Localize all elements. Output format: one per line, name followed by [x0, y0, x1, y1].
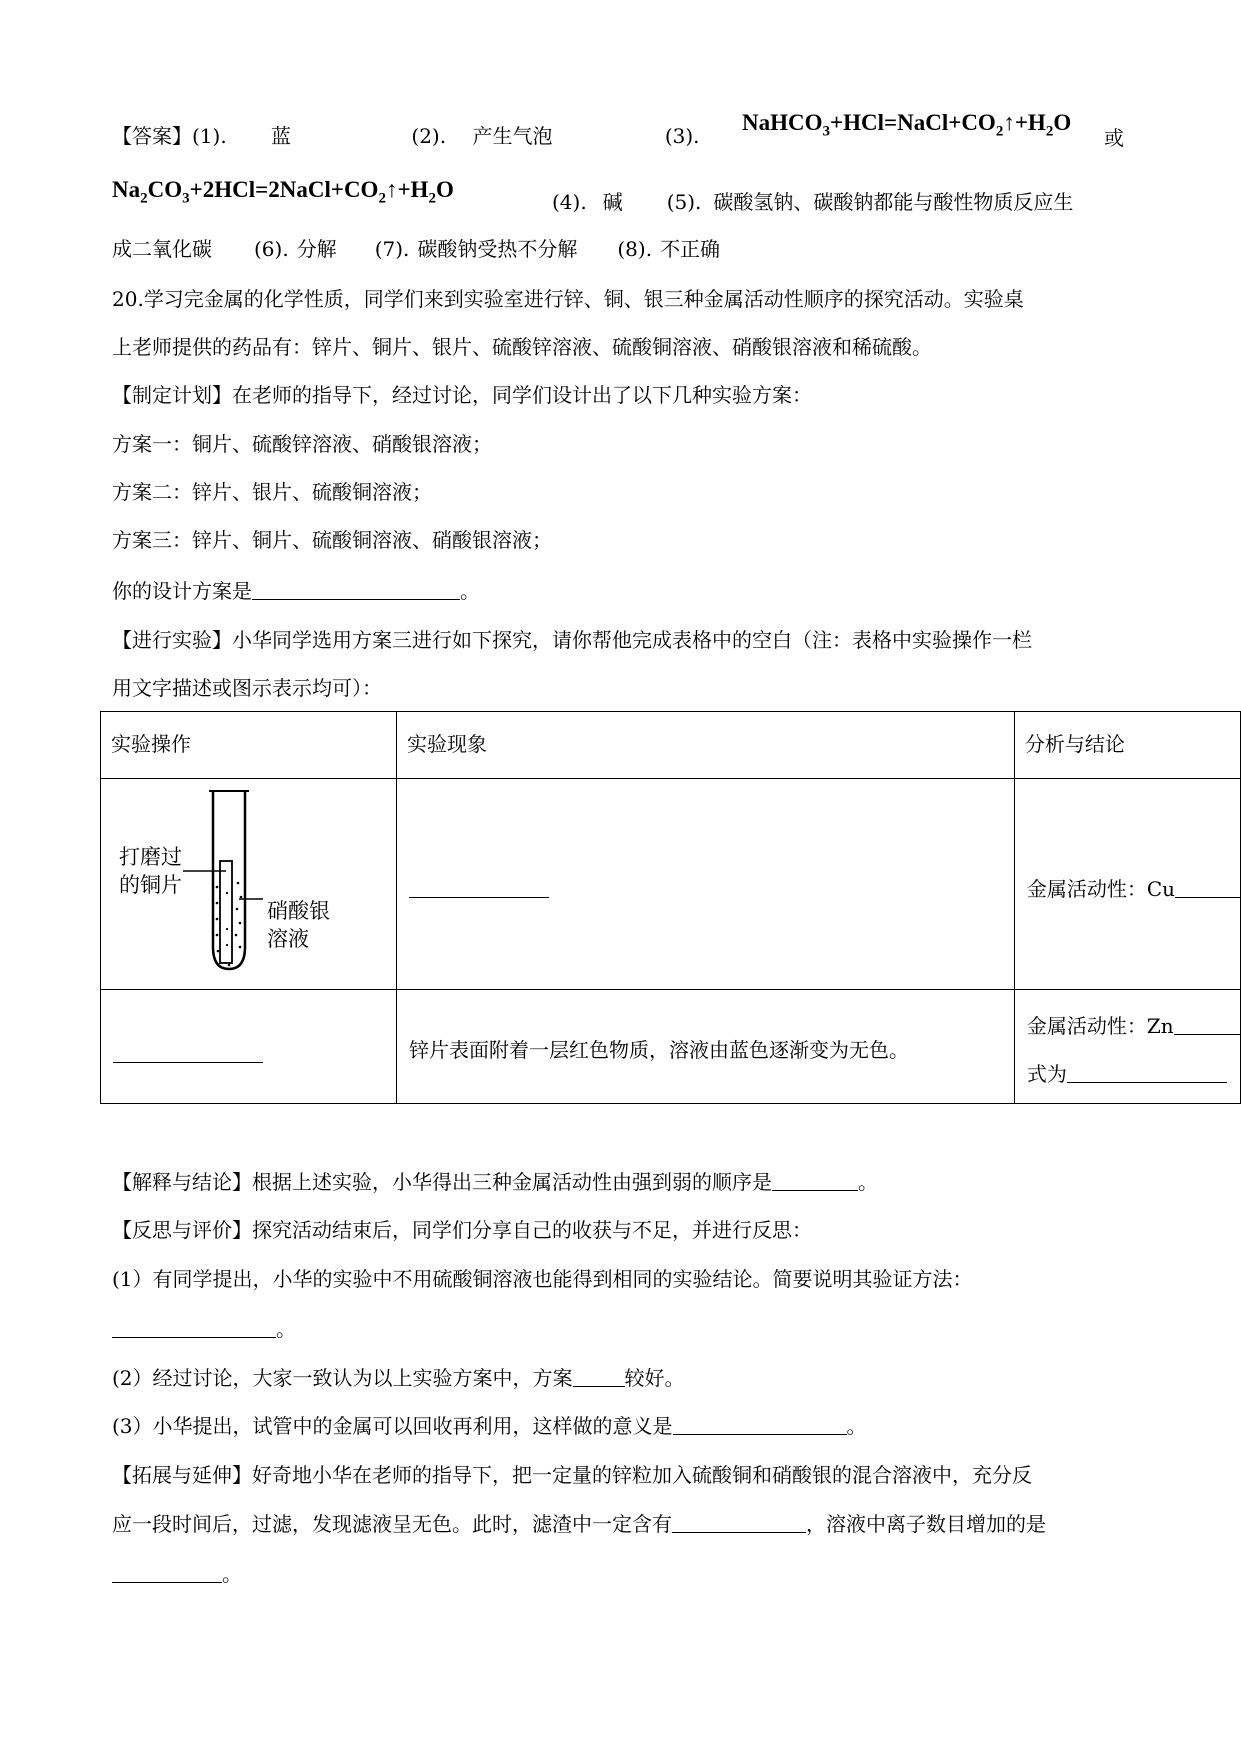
- row2-operation: [101, 990, 397, 1104]
- plan-2: 方案二：锌片、银片、硫酸铜溶液；: [112, 480, 432, 504]
- your-plan-line: 你的设计方案是 。: [112, 579, 480, 603]
- reflect-3: (3）小华提出，试管中的金属可以回收再利用，这样做的意义是 。: [112, 1414, 867, 1438]
- reflect-2-blank[interactable]: [573, 1364, 625, 1387]
- extend-line-3: 。: [112, 1560, 242, 1587]
- row1-phenomenon: [397, 779, 1015, 990]
- solution-label: 硝酸银 溶液: [267, 899, 330, 951]
- reflect-2: (2）经过讨论，大家一致认为以上实验方案中，方案 较好。: [112, 1366, 685, 1390]
- explain-line: 【解释与结论】根据上述实验，小华得出三种金属活动性由强到弱的顺序是 。: [112, 1170, 878, 1194]
- formula-2: $Na_2CO_3+2HCl=2NaCl+CO_2↑+H_2O$: [112, 177, 454, 207]
- reflect-1: (1）有同学提出，小华的实验中不用硫酸铜溶液也能得到相同的实验结论。简要说明其验证方法：: [112, 1267, 973, 1291]
- question-stem-line-2: 上老师提供的药品有：锌片、铜片、银片、硫酸锌溶液、硫酸铜溶液、硝酸银溶液和稀硫酸。: [112, 335, 932, 359]
- row1-conclusion-blank[interactable]: [1175, 875, 1241, 898]
- question-stem-line-1: 20.学习完金属的化学性质，同学们来到实验室进行锌、铜、银三种金属活动性顺序的探究活动。实验桌: [112, 287, 1024, 311]
- plan-1: 方案一：铜片、硫酸锌溶液、硝酸银溶液；: [112, 432, 492, 456]
- answer-line-1: 【答案】(1). 蓝 (2). 产生气泡 (3).: [112, 124, 700, 148]
- experiment-line-2: 用文字描述或图示表示均可）：: [112, 676, 382, 700]
- answer-7: 碳酸钠受热不分解: [417, 237, 578, 261]
- reflect-1-answer: 。: [112, 1315, 296, 1342]
- reflect-3-blank[interactable]: [673, 1412, 847, 1435]
- extend-blank-1[interactable]: [672, 1510, 806, 1533]
- answer-1: 蓝: [271, 124, 292, 148]
- or-text: 或: [1104, 126, 1124, 150]
- extend-line-2: 应一段时间后，过滤，发现滤液呈无色。此时，滤渣中一定含有 ，溶液中离子数目增加的是: [112, 1512, 1046, 1536]
- answer-6: 分解: [296, 237, 337, 261]
- question-number: 20.: [112, 287, 144, 311]
- row2-conclusion: 金属活动性：Zn 式为: [1014, 990, 1240, 1104]
- row1-operation: [101, 779, 397, 990]
- header-phenomenon: 实验现象: [397, 712, 1015, 779]
- extend-blank-2[interactable]: [112, 1560, 222, 1583]
- explain-blank[interactable]: [772, 1168, 858, 1191]
- copper-label: 打磨过 的铜片: [119, 845, 182, 897]
- header-conclusion: 分析与结论: [1014, 712, 1240, 779]
- row2-operation-blank[interactable]: [113, 1040, 263, 1063]
- answer-8: 不正确: [660, 237, 721, 261]
- extend-line-1: 【拓展与延伸】好奇地小华在老师的指导下，把一定量的锌粒加入硫酸铜和硝酸银的混合溶液中，充分反: [112, 1463, 1032, 1487]
- plan-3: 方案三：锌片、铜片、硫酸铜溶液、硝酸银溶液；: [112, 528, 552, 552]
- answer-line-3: 成二氧化碳 (6). 分解 (7). 碳酸钠受热不分解 (8). 不正确: [112, 237, 721, 261]
- row1-conclusion: 金属活动性：Cu: [1014, 779, 1240, 990]
- answer-4: 碱: [602, 190, 623, 214]
- reflect-line: 【反思与评价】探究活动结束后，同学们分享自己的收获与不足，并进行反思：: [112, 1218, 812, 1242]
- your-plan-blank[interactable]: [252, 577, 460, 600]
- answer-tag: 【答案】: [112, 124, 192, 148]
- plan-intro: 【制定计划】在老师的指导下，经过讨论，同学们设计出了以下几种实验方案：: [112, 383, 812, 407]
- header-operation: 实验操作: [101, 712, 397, 779]
- experiment-line-1: 【进行实验】小华同学选用方案三进行如下探究，请你帮他完成表格中的空白（注：表格中实验操作一栏: [112, 628, 1032, 652]
- answer-line-2: (4). 碱 (5). 碳酸氢钠、碳酸钠都能与酸性物质反应生: [552, 190, 1074, 214]
- answer-5: 碳酸氢钠、碳酸钠都能与酸性物质反应生: [713, 190, 1074, 214]
- row2-conclusion-blank-2[interactable]: [1067, 1060, 1227, 1083]
- formula-1: $NaHCO_3+HCl=NaCl+CO_2↑+H_2O$: [742, 110, 1072, 140]
- answer-2: 产生气泡: [472, 124, 553, 148]
- row2-conclusion-blank-1[interactable]: [1174, 1012, 1241, 1035]
- reflect-1-blank[interactable]: [112, 1315, 276, 1338]
- experiment-table-wrap: [0, 700, 1241, 1120]
- experiment-table: [100, 711, 1241, 1104]
- test-tube-figure: [101, 779, 396, 989]
- row2-phenomenon: 锌片表面附着一层红色物质，溶液由蓝色逐渐变为无色。: [397, 990, 1015, 1104]
- row1-phenomenon-blank[interactable]: [409, 875, 549, 898]
